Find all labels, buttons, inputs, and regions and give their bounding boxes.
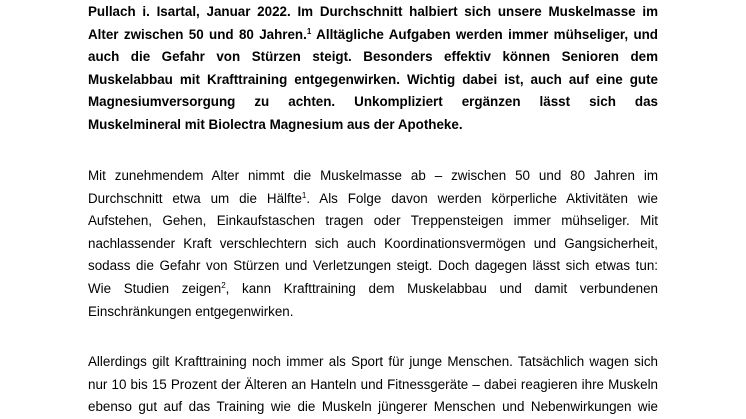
lead-line: [88, 24, 658, 47]
body-line: nur 10 bis 15 Prozent der Älteren an Hanteln und Fitnessgeräte – dabei reagieren ihre Muskeln: [88, 376, 658, 392]
body-line: Allerdings gilt Krafttraining noch immer als Sport für junge Menschen. Tatsächlich wagen sich: [88, 354, 658, 369]
body-line-text: , kann Krafttraining dem Muskelabbau und damit verbundenen: [225, 280, 658, 296]
body-line: [88, 278, 658, 301]
lead-line: Pullach i. Isartal, Januar 2022. Im Durchschnitt halbiert sich unsere Muskelmasse im: [88, 4, 658, 19]
footnote-marker: 1: [306, 26, 312, 36]
footnote-marker: 2: [221, 280, 226, 290]
body-line: sodass die Gefahr von Stürzen und Verletzungen steigt. Doch dagegen lässt sich etwas tun:: [88, 258, 658, 274]
footnote-marker: 1: [301, 190, 307, 200]
body-line-text: Wie Studien zeigen: [88, 280, 222, 296]
body-line: nachlassender Kraft verschlechtern sich auch Koordinationsvermögen und Gangsicherheit,: [88, 235, 658, 251]
lead-line: auch die Gefahr von Stürzen steigt. Besonders effektiv können Senioren dem: [88, 49, 658, 65]
lead-line: Magnesiumversorgung zu achten. Unkompliziert ergänzen lässt sich das: [88, 94, 658, 110]
body-line: ebenso gut auf das Training wie die Muskeln jüngerer Menschen und Nebenwirkungen wie: [88, 399, 658, 415]
body-line: Einschränkungen entgegenwirken.: [88, 303, 294, 319]
lead-line-text: Alltägliche Aufgaben werden immer mühseliger, und: [316, 26, 658, 42]
body-line: Aufstehen, Gehen, Einkaufstaschen tragen oder Treppensteigen immer mühseliger. Mit: [88, 213, 658, 229]
body-line-text: . Als Folge davon werden körperliche Aktivitäten wie: [306, 190, 658, 206]
lead-line: Muskelabbau mit Krafttraining entgegenwirken. Wichtig dabei ist, auch auf eine gute: [88, 71, 658, 87]
body-line-text: Durchschnitt etwa um die Hälfte: [88, 190, 302, 206]
lead-paragraph: [88, 1, 658, 137]
lead-line: Muskelmineral mit Biolectra Magnesium aus der Apotheke.: [88, 116, 463, 132]
lead-line-text: Alter zwischen 50 und 80 Jahren.: [88, 26, 307, 42]
body-line: Mit zunehmendem Alter nimmt die Muskelmasse ab – zwischen 50 und 80 Jahren im: [88, 168, 658, 183]
body-paragraph-1: [88, 165, 658, 323]
body-paragraph-2: [88, 351, 658, 419]
body-line: [88, 188, 658, 211]
